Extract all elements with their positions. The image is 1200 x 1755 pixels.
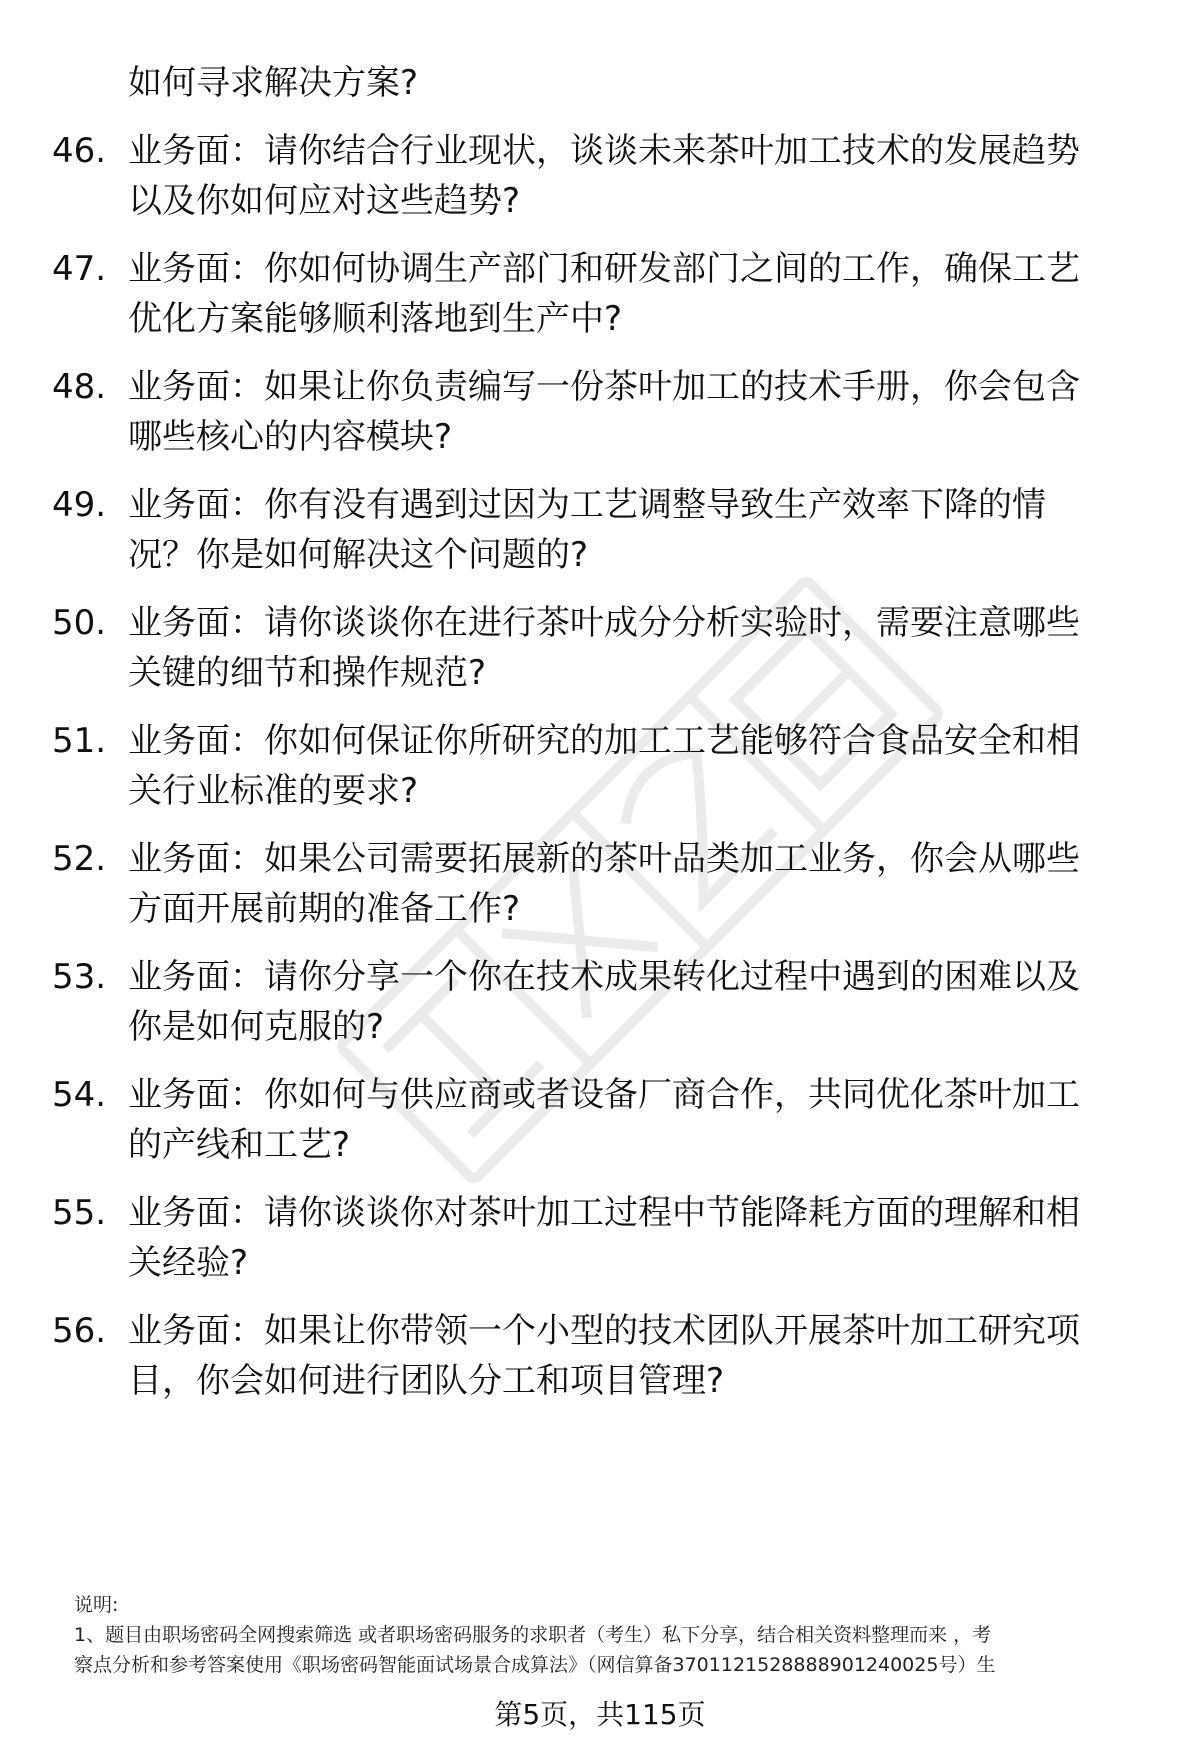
question-text [128, 1188, 1138, 1288]
question-text [128, 126, 1138, 226]
question-item [0, 126, 1200, 236]
question-item [0, 834, 1200, 944]
question-text-line: 关键的细节和操作规范? [128, 653, 487, 693]
question-text-line: 业务面：你如何协调生产部门和研发部门之间的工作，确保工艺 [128, 249, 1080, 289]
question-text-line: 目，你会如何进行团队分工和项目管理? [128, 1361, 725, 1401]
question-text-line: 业务面：你如何保证你所研究的加工工艺能够符合食品安全和相 [128, 721, 1080, 761]
question-text [128, 952, 1138, 1052]
question-item [0, 480, 1200, 590]
question-number: 53. [52, 957, 107, 997]
question-text [128, 598, 1138, 698]
question-text [128, 1070, 1138, 1170]
question-number: 51. [52, 721, 107, 761]
question-text-line: 业务面：如果让你负责编写一份茶叶加工的技术手册，你会包含 [128, 367, 1080, 407]
question-item [0, 1306, 1200, 1416]
question-text-line: 的产线和工艺? [128, 1125, 351, 1165]
question-number: 52. [52, 839, 107, 879]
notes-title: 说明: [74, 1594, 119, 1616]
question-text-line: 业务面：你有没有遇到过因为工艺调整导致生产效率下降的情 [128, 485, 1046, 525]
notes-line-1: 1、题目由职场密码全网搜索筛选 或者职场密码服务的求职者（考生）私下分享，结合相关资料整理而来 ，考 [74, 1624, 992, 1646]
question-text-line: 优化方案能够顺利落地到生产中? [128, 299, 623, 339]
question-text [128, 834, 1138, 934]
notes-section [74, 1590, 1154, 1680]
question-text-line: 业务面：如果让你带领一个小型的技术团队开展茶叶加工研究项 [128, 1311, 1080, 1351]
question-text-line: 方面开展前期的准备工作? [128, 889, 521, 929]
question-number: 47. [52, 249, 107, 289]
question-text-line: 业务面：你如何与供应商或者设备厂商合作，共同优化茶叶加工 [128, 1075, 1080, 1115]
question-text [128, 716, 1138, 816]
question-text [128, 480, 1138, 580]
question-text-line: 业务面：请你分享一个你在技术成果转化过程中遇到的困难以及 [128, 957, 1080, 997]
question-text-line: 你是如何克服的? [128, 1007, 385, 1047]
question-text-line: 业务面：请你谈谈你在进行茶叶成分分析实验时，需要注意哪些 [128, 603, 1080, 643]
question-number: 55. [52, 1193, 107, 1233]
question-text-line: 业务面：如果公司需要拓展新的茶叶品类加工业务，你会从哪些 [128, 839, 1080, 879]
page-number-footer: 第5页，共115页 [494, 1698, 706, 1731]
question-number: 49. [52, 485, 107, 525]
question-text-line: 以及你如何应对这些趋势? [128, 181, 521, 221]
question-text-line: 业务面：请你谈谈你对茶叶加工过程中节能降耗方面的理解和相 [128, 1193, 1080, 1233]
question-text [128, 244, 1138, 344]
question-item [0, 1188, 1200, 1298]
continued-question-text: 如何寻求解决方案? [128, 63, 419, 103]
question-text-line: 业务面：请你结合行业现状，谈谈未来茶叶加工技术的发展趋势 [128, 131, 1080, 171]
question-text [128, 362, 1138, 462]
question-text-line: 关行业标准的要求? [128, 771, 419, 811]
question-item [0, 244, 1200, 354]
question-text-line: 哪些核心的内容模块? [128, 417, 453, 457]
question-number: 50. [52, 603, 107, 643]
question-number: 48. [52, 367, 107, 407]
question-item [0, 952, 1200, 1062]
question-item [0, 1070, 1200, 1180]
question-item [0, 716, 1200, 826]
question-text-line: 况？你是如何解决这个问题的? [128, 535, 589, 575]
question-text-line: 关经验? [128, 1243, 249, 1283]
question-number: 46. [52, 131, 107, 171]
notes-line-2: 察点分析和参考答案使用《职场密码智能面试场景合成算法》（网信算备3701121528888901240025号）生 [74, 1654, 996, 1676]
question-number: 56. [52, 1311, 107, 1351]
question-text [128, 1306, 1138, 1406]
question-number: 54. [52, 1075, 107, 1115]
question-item [0, 362, 1200, 472]
question-item [0, 598, 1200, 708]
